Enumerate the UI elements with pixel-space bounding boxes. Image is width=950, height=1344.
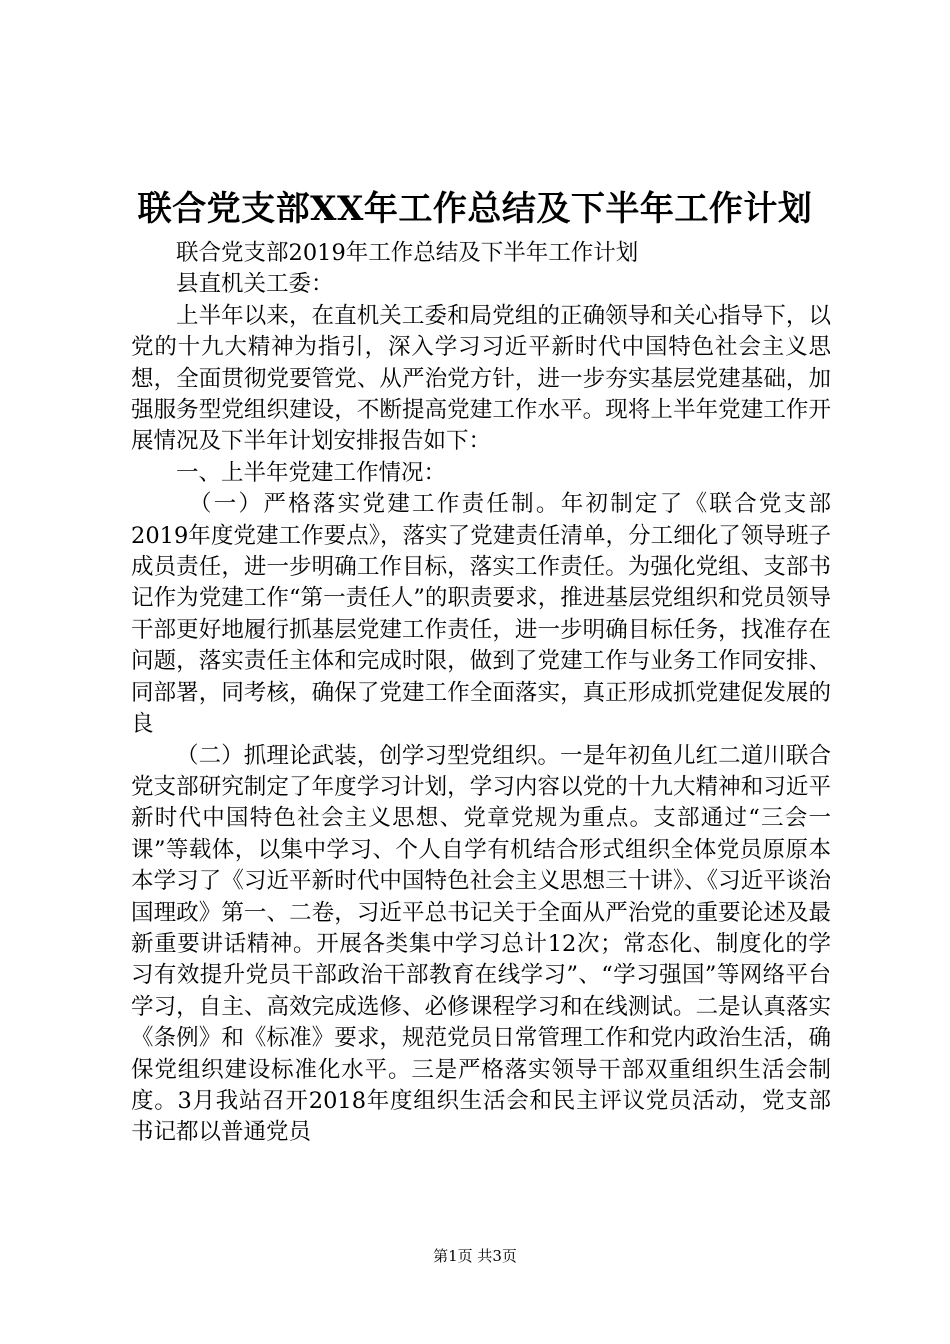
intro-paragraph: 上半年以来，在直机关工委和局党组的正确领导和关心指导下，以党的十九大精神为指引，深入学习习近平新时代中国特色社会主义思想，全面贯彻党要管党、从严治党方针，进一步夯实基层党建基础，加强服务型党组织建设，不断提高党建工作水平。现将上半年党建工作开展情况及下半年计划安排报告如下：	[131, 302, 831, 455]
paragraph-responsibility: （一）严格落实党建工作责任制。年初制定了《联合党支部2019年度党建工作要点》，落实了党建责任清单，分工细化了领导班子成员责任，进一步明确工作目标，落实工作责任。为强化党组、支部书记作为党建工作“第一责任人”的职责要求，推进基层党组织和党员领导干部更好地履行抓基层党建工作责任，进一步明确目标任务，找准存在问题，落实责任主体和完成时限，做到了党建工作与业务工作同安排、同部署，同考核，确保了党建工作全面落实，真正形成抓党建促发展的良	[131, 491, 831, 738]
addressee-line: 县直机关工委：	[176, 271, 334, 298]
document-title: 联合党支部XX年工作总结及下半年工作计划	[137, 189, 813, 229]
subtitle-line: 联合党支部2019年工作总结及下半年工作计划	[176, 240, 639, 266]
section-heading: 一、上半年党建工作情况：	[176, 459, 447, 486]
page-number-footer: 第1页 共3页	[433, 1247, 517, 1265]
paragraph-theory-study: （二）抓理论武装，创学习型党组织。一是年初鱼儿红二道川联合党支部研究制定了年度学习计划，学习内容以党的十九大精神和习近平新时代中国特色社会主义思想、党章党规为重点。支部通过“三会一课”等载体，以集中学习、个人自学有机结合形式组织全体党员原原本本学习了《习近平新时代中国特色社会主义思想三十讲》、《习近平谈治国理政》第一、二卷，习近平总书记关于全面从严治党的重要论述及最新重要讲话精神。开展各类集中学习总计12次；常态化、制度化的学习有效提升党员干部政治干部教育在线学习”、“学习强国”等网络平台学习，自主、高效完成选修、必修课程学习和在线测试。二是认真落实《条例》和《标准》要求，规范党员日常管理工作和党内政治生活，确保党组织建设标准化水平。三是严格落实领导干部双重组织生活会制度。3月我站召开2018年度组织生活会和民主评议党员活动，党支部书记都以普通党员	[131, 742, 831, 1146]
document-body	[131, 238, 831, 1149]
